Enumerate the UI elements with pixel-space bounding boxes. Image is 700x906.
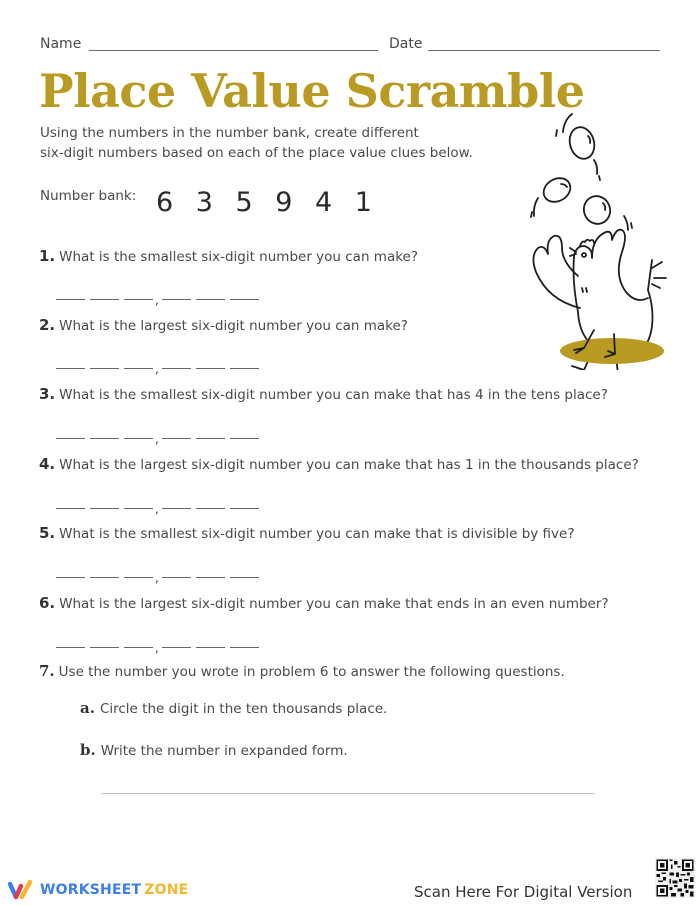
digit-blank[interactable] [162,298,191,300]
comma-separator: , [155,571,159,585]
question-1 [39,247,418,265]
digit-blank[interactable] [196,576,225,578]
question-7 [39,662,565,680]
digit-blank[interactable] [90,507,119,509]
question-text: What is the smallest six-digit number you can make that has 4 in the tens place? [59,387,608,403]
brand-part-1: WORKSHEET [40,882,142,898]
question-number: 1. [39,247,56,265]
subquestion-a [80,699,387,717]
subquestion-letter: a. [80,699,95,717]
instructions-line-1: Using the numbers in the number bank, create different [40,125,419,141]
answer-blanks-4[interactable] [56,497,264,516]
question-text: What is the smallest six-digit number you can make that is divisible by five? [59,526,575,542]
digit-blank[interactable] [56,576,85,578]
digit-blank[interactable] [162,576,191,578]
question-number: 2. [39,316,56,334]
digit-blank[interactable] [196,507,225,509]
scan-digital-version-text: Scan Here For Digital Version [414,883,633,901]
digit-blank[interactable] [162,437,191,439]
qr-code-icon[interactable] [655,858,695,898]
instructions [40,123,520,163]
question-text: What is the largest six-digit number you can make that ends in an even number? [59,596,609,612]
comma-separator: , [155,293,159,307]
expanded-form-answer-line[interactable] [102,793,594,794]
digit-blank[interactable] [230,646,259,648]
question-number: 7. [39,662,55,680]
name-field[interactable] [89,50,378,51]
subquestion-text: Circle the digit in the ten thousands place. [99,701,388,717]
comma-separator: , [155,432,159,446]
digit-blank[interactable] [56,646,85,648]
digit-blank[interactable] [56,437,85,439]
digit-blank[interactable] [196,298,225,300]
subquestion-b [80,741,348,759]
digit-blank[interactable] [162,367,191,369]
digit-blank[interactable] [90,437,119,439]
name-label: Name [40,36,82,52]
question-number: 6. [39,594,56,612]
digit-blank[interactable] [124,437,153,439]
answer-blanks-3[interactable] [56,427,264,446]
digit-blank[interactable] [124,298,153,300]
digit-blank[interactable] [90,576,119,578]
digit-blank[interactable] [124,576,153,578]
question-number: 3. [39,385,56,403]
question-number: 4. [39,455,56,473]
hen-juggling-eggs-icon [510,108,680,370]
worksheet-zone-logo-icon [8,880,34,900]
brand-part-2: ZONE [144,882,189,898]
question-3 [39,385,608,403]
digit-blank[interactable] [196,646,225,648]
digit-blank[interactable] [124,507,153,509]
question-number: 5. [39,524,56,542]
digit-blank[interactable] [56,507,85,509]
digit-blank[interactable] [196,437,225,439]
digit-blank[interactable] [90,367,119,369]
date-field[interactable] [428,50,660,51]
digit-blank[interactable] [230,298,259,300]
digit-blank[interactable] [230,507,259,509]
date-label: Date [389,36,423,52]
comma-separator: , [155,362,159,376]
digit-blank[interactable] [124,646,153,648]
digit-blank[interactable] [162,646,191,648]
answer-blanks-5[interactable] [56,566,264,585]
digit-blank[interactable] [56,298,85,300]
question-4 [39,455,639,473]
digit-blank[interactable] [56,367,85,369]
subquestion-letter: b. [80,741,96,759]
digit-blank[interactable] [90,298,119,300]
answer-blanks-2[interactable] [56,357,264,376]
question-2 [39,316,408,334]
digit-blank[interactable] [230,367,259,369]
digit-blank[interactable] [90,646,119,648]
answer-blanks-6[interactable] [56,636,264,655]
answer-blanks-1[interactable] [56,288,264,307]
question-text: What is the largest six-digit number you can make that has 1 in the thousands place? [59,457,639,473]
brand-name [40,882,188,898]
subquestion-text: Write the number in expanded form. [100,743,348,759]
number-bank-label: Number bank: [40,188,137,204]
question-6 [39,594,609,612]
comma-separator: , [155,641,159,655]
comma-separator: , [155,502,159,516]
question-text: What is the largest six-digit number you can make? [59,318,408,334]
question-5 [39,524,575,542]
page-title: Place Value Scramble [39,64,585,118]
question-text: What is the smallest six-digit number you can make? [59,249,419,265]
digit-blank[interactable] [196,367,225,369]
number-bank-digits: 6 3 5 9 4 1 [156,187,379,218]
worksheet-zone-logo [8,880,188,900]
question-text: Use the number you wrote in problem 6 to answer the following questions. [58,664,565,680]
digit-blank[interactable] [230,437,259,439]
digit-blank[interactable] [162,507,191,509]
digit-blank[interactable] [230,576,259,578]
instructions-line-2: six-digit numbers based on each of the place value clues below. [40,145,473,161]
digit-blank[interactable] [124,367,153,369]
